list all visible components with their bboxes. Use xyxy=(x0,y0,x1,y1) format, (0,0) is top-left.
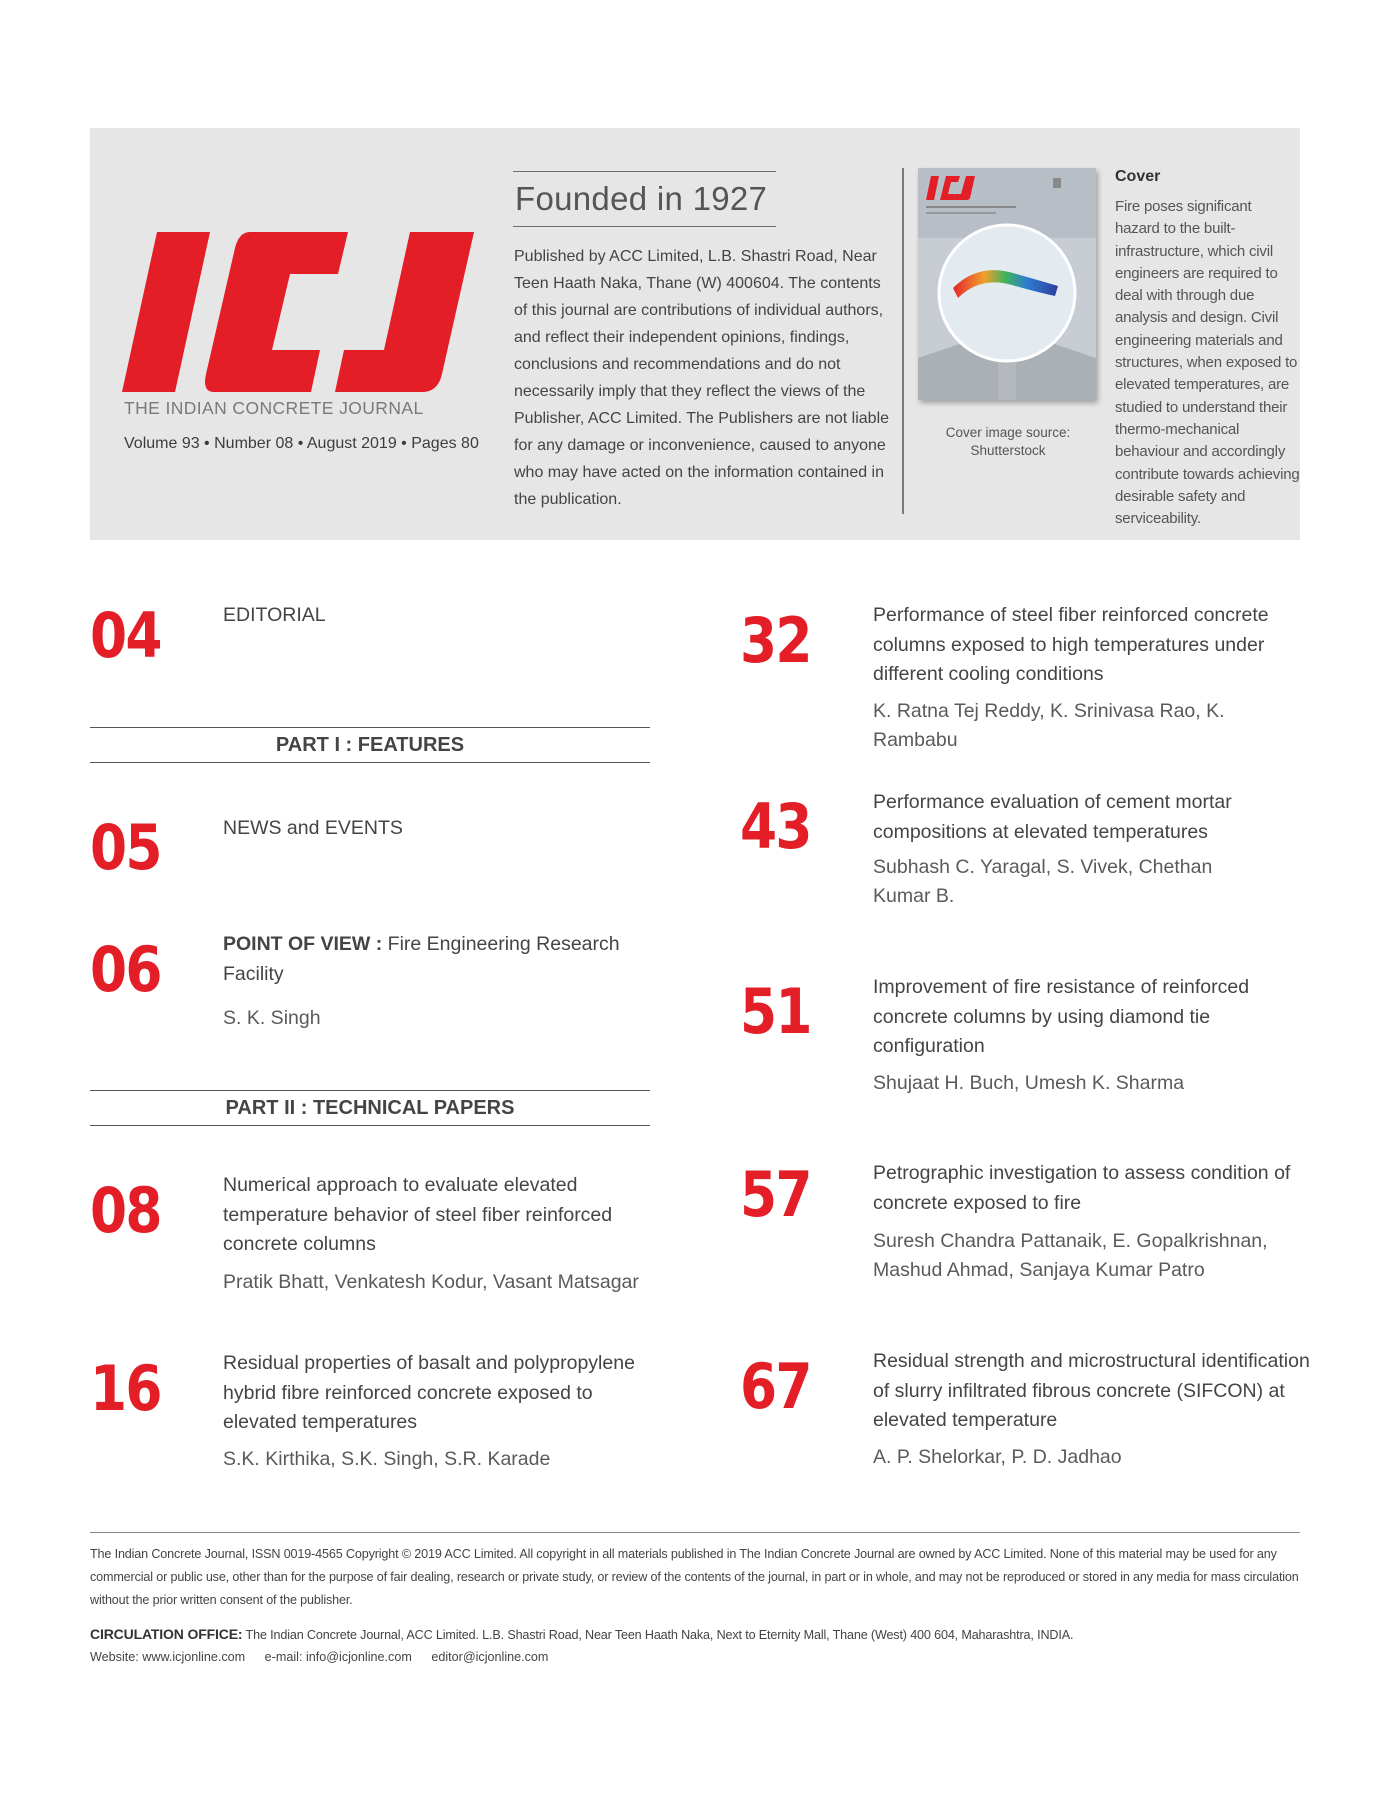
page-number: 43 xyxy=(740,790,811,863)
toc-title: POINT OF VIEW : Fire Engineering Research Facility xyxy=(223,933,620,985)
editor-email-link[interactable]: editor@icjonline.com xyxy=(431,1650,549,1664)
page-number: 05 xyxy=(90,811,161,884)
cover-description: Fire poses significant hazard to the built-infrastructure, which civil engineers are required to deal with through due analysis and design. Civil engineering materials and structures, when exposed to elevated temperatures, are studied to understand their thermo-mechanical behaviour and accordingly contribute towards achieving desirable safety and serviceability. xyxy=(1115,198,1300,528)
toc-title: EDITORIAL xyxy=(223,604,326,626)
toc-authors: S. K. Singh xyxy=(223,1007,321,1029)
issue-pages: Pages 80 xyxy=(411,435,479,452)
circulation-address: The Indian Concrete Journal, ACC Limited. L.B. Shastri Road, Near Teen Haath Naka, Next to Eternity Mall, Thane (West) 400 604, Maharashtra, INDIA. xyxy=(242,1628,1074,1642)
cover-image xyxy=(918,168,1096,400)
contact-line xyxy=(90,1646,564,1669)
page-number: 06 xyxy=(90,933,161,1006)
cover-heading: Cover xyxy=(1115,168,1161,185)
website-link[interactable]: Website: www.icjonline.com xyxy=(90,1650,246,1664)
journal-name: THE INDIAN CONCRETE JOURNAL xyxy=(124,398,424,418)
page-number: 32 xyxy=(740,604,811,677)
toc-title: Residual properties of basalt and polypropylene hybrid fibre reinforced concrete exposed to elevated temperatures xyxy=(223,1352,635,1433)
circulation-office xyxy=(90,1623,1302,1647)
publisher-statement: Published by ACC Limited, L.B. Shastri Road, Near Teen Haath Naka, Thane (W) 400604. The contents of this journal are contributions of individual authors, and reflect their independent opinions, findings, conclusions and recommendations and do not necessarily imply that they reflect the views of the Publisher, ACC Limited. The Publishers are not liable for any damage or inconvenience, caused to anyone who may have acted on the information contained in the publication. xyxy=(514,248,890,508)
toc-authors: S.K. Kirthika, S.K. Singh, S.R. Karade xyxy=(223,1448,551,1470)
section-heading-part-1: PART I : FEATURES xyxy=(90,727,650,763)
toc-title: Performance of steel fiber reinforced concrete columns exposed to high temperatures under different cooling conditions xyxy=(873,604,1269,685)
issue-info: Volume 93 • Number 08 • August 2019 • Pages 80 xyxy=(124,435,479,452)
toc-title: NEWS and EVENTS xyxy=(223,817,403,839)
issue-date: August 2019 xyxy=(306,435,397,452)
toc-title: Performance evaluation of cement mortar compositions at elevated temperatures xyxy=(873,791,1232,843)
toc-authors: K. Ratna Tej Reddy, K. Srinivasa Rao, K. Rambabu xyxy=(873,700,1225,751)
section-heading-part-2: PART II : TECHNICAL PAPERS xyxy=(90,1090,650,1126)
email-link[interactable]: e-mail: info@icjonline.com xyxy=(264,1650,412,1664)
toc-authors: A. P. Shelorkar, P. D. Jadhao xyxy=(873,1446,1122,1468)
page-number: 04 xyxy=(90,599,161,672)
issue-volume: Volume 93 xyxy=(124,435,200,452)
cover-caption: Cover image source: Shutterstock xyxy=(945,425,1071,458)
toc-title: Improvement of fire resistance of reinforced concrete columns by using diamond tie configuration xyxy=(873,976,1250,1057)
page-number: 67 xyxy=(740,1350,811,1423)
circulation-label: CIRCULATION OFFICE: xyxy=(90,1626,243,1642)
issue-number: Number 08 xyxy=(214,435,294,452)
footer-divider xyxy=(90,1532,1300,1533)
toc-authors: Subhash C. Yaragal, S. Vivek, Chethan Kumar B. xyxy=(873,856,1213,907)
toc-authors: Shujaat H. Buch, Umesh K. Sharma xyxy=(873,1072,1185,1094)
toc-title-prefix: POINT OF VIEW : xyxy=(223,933,383,955)
vertical-divider xyxy=(902,168,904,514)
page-number: 16 xyxy=(90,1352,161,1425)
copyright-notice: The Indian Concrete Journal, ISSN 0019-4565 Copyright © 2019 ACC Limited. All copyright in all materials published in The Indian Concrete Journal are owned by ACC Limited. None of this material may be used for any commercial or public use, other than for the purpose of fair dealing, research or private study, or review of the contents of the journal, in part or in whole, and may not be reproduced or stored in any media for mass circulation without the prior written consent of the publisher. xyxy=(90,1547,1299,1607)
toc-title: Residual strength and microstructural identification of slurry infiltrated fibrous concrete (SIFCON) at elevated temperature xyxy=(873,1350,1310,1431)
page-number: 51 xyxy=(740,975,811,1048)
toc-authors: Suresh Chandra Pattanaik, E. Gopalkrishnan, Mashud Ahmad, Sanjaya Kumar Patro xyxy=(873,1230,1268,1281)
page-number: 57 xyxy=(740,1158,811,1231)
toc-title: Numerical approach to evaluate elevated temperature behavior of steel fiber reinforced concrete columns xyxy=(223,1174,613,1255)
toc-title: Petrographic investigation to assess condition of concrete exposed to fire xyxy=(873,1162,1291,1214)
icj-logo xyxy=(122,232,474,392)
founded-heading: Founded in 1927 xyxy=(513,171,776,227)
toc-authors: Pratik Bhatt, Venkatesh Kodur, Vasant Matsagar xyxy=(223,1271,639,1293)
page-number: 08 xyxy=(90,1174,161,1247)
